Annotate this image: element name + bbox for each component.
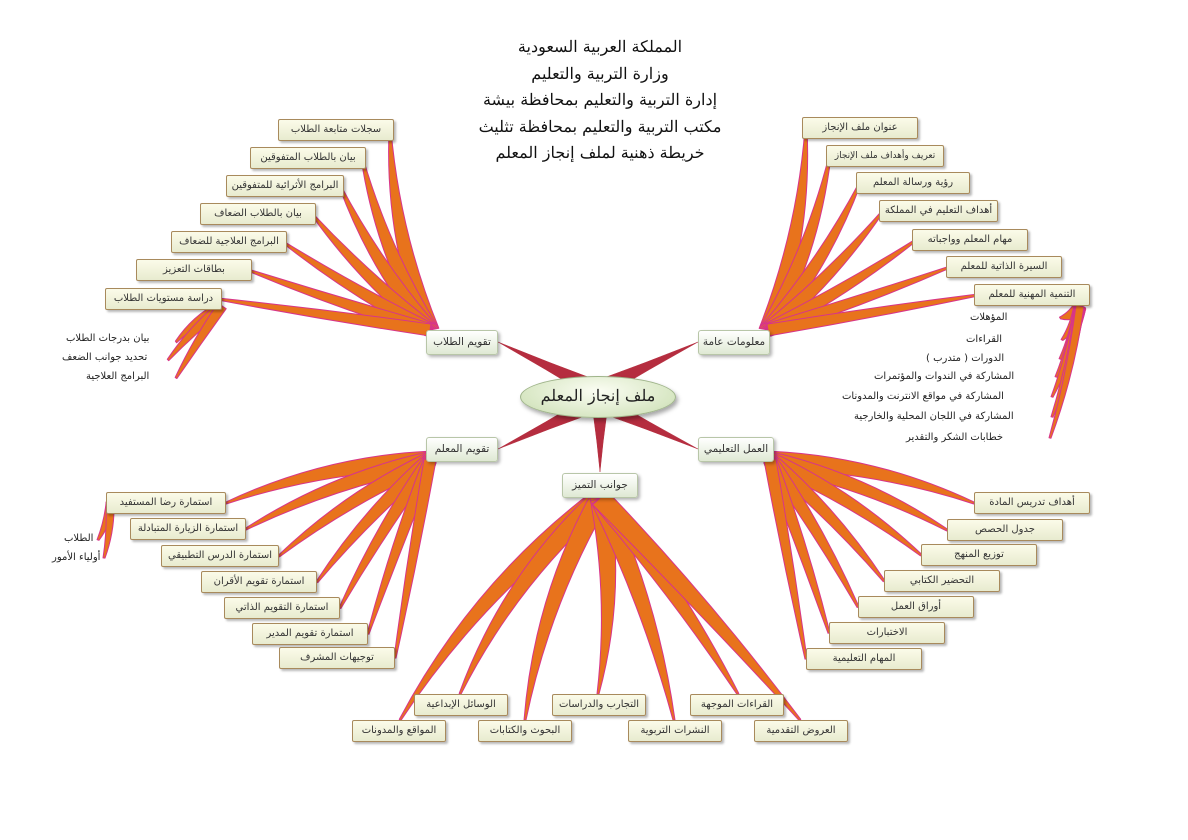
study-leaf: بيان بدرجات الطلاب — [66, 333, 150, 344]
educational-item[interactable]: أهداف تدريس المادة — [974, 492, 1090, 514]
teacher-item[interactable]: استمارة رضا المستفيد — [106, 492, 226, 514]
center-node[interactable]: ملف إنجاز المعلم — [520, 376, 676, 418]
student-item[interactable]: البرامج الأثرائية للمتفوقين — [226, 175, 344, 197]
header-office: مكتب التربية والتعليم بمحافظة تثليث — [478, 116, 722, 136]
hub-educational-work[interactable]: العمل التعليمي — [698, 437, 774, 462]
survey-leaf: الطلاب — [64, 533, 94, 544]
branch-excellence — [593, 491, 801, 720]
header-ministry: وزارة التربية والتعليم — [531, 63, 669, 83]
student-item[interactable]: بيان بالطلاب الضعاف — [200, 203, 316, 225]
general-item[interactable]: أهداف التعليم في المملكة — [879, 200, 998, 222]
study-leaf: البرامج العلاجية — [86, 371, 150, 382]
student-item[interactable]: البرامج العلاجية للضعاف — [171, 231, 287, 253]
hub-general-info[interactable]: معلومات عامة — [698, 330, 770, 355]
teacher-item[interactable]: استمارة تقويم الأقران — [201, 571, 317, 593]
hub-student-evaluation[interactable]: تقويم الطلاب — [426, 330, 498, 355]
educational-item[interactable]: توزيع المنهج — [921, 544, 1037, 566]
excellence-item[interactable]: النشرات التربوية — [628, 720, 722, 742]
student-item[interactable]: سجلات متابعة الطلاب — [278, 119, 394, 141]
development-leaf: الدورات ( متدرب ) — [926, 353, 1005, 364]
general-item[interactable]: السيرة الذاتية للمعلم — [946, 256, 1062, 278]
development-leaf: المشاركة في مواقع الانترنت والمدونات — [842, 391, 1004, 402]
hub-excellence-aspects[interactable]: جوانب التميز — [562, 473, 638, 498]
educational-item[interactable]: التحضير الكتابي — [884, 570, 1000, 592]
teacher-item[interactable]: استمارة تقويم المدير — [252, 623, 368, 645]
excellence-item[interactable]: العروض التقدمية — [754, 720, 848, 742]
center-spike-excellence — [593, 412, 607, 472]
excellence-item[interactable]: البحوث والكتابات — [478, 720, 572, 742]
development-leaf: خطابات الشكر والتقدير — [906, 432, 1004, 443]
excellence-item[interactable]: القراءات الموجهة — [690, 694, 784, 716]
development-leaf: المؤهلات — [970, 312, 1008, 323]
student-item[interactable]: بيان بالطلاب المتفوقين — [250, 147, 366, 169]
student-item[interactable]: بطاقات التعزيز — [136, 259, 252, 281]
header-map-title: خريطة ذهنية لملف إنجاز المعلم — [495, 143, 705, 162]
study-leaf: تحديد جوانب الضعف — [62, 352, 148, 363]
general-item[interactable]: التنمية المهنية للمعلم — [974, 284, 1090, 306]
educational-item[interactable]: الاختبارات — [829, 622, 945, 644]
general-item[interactable]: رؤية ورسالة المعلم — [856, 172, 970, 194]
development-leaf: القراءات — [966, 334, 1003, 345]
general-item[interactable]: عنوان ملف الإنجاز — [802, 117, 918, 139]
excellence-item[interactable]: المواقع والمدونات — [352, 720, 446, 742]
general-item[interactable]: مهام المعلم وواجباته — [912, 229, 1028, 251]
student-item[interactable]: دراسة مستويات الطلاب — [105, 288, 222, 310]
teacher-item[interactable]: استمارة الزيارة المتبادلة — [130, 518, 246, 540]
teacher-item[interactable]: استمارة الدرس التطبيقي — [161, 545, 279, 567]
general-item[interactable]: تعريف وأهداف ملف الإنجاز — [826, 145, 944, 167]
teacher-item[interactable]: توجيهات المشرف — [279, 647, 395, 669]
header-directorate: إدارة التربية والتعليم بمحافظة بيشة — [482, 90, 718, 109]
development-leaf: المشاركة في الندوات والمؤتمرات — [874, 371, 1015, 382]
page-header — [420, 34, 780, 167]
branch-development — [1049, 305, 1084, 438]
excellence-item[interactable]: التجارب والدراسات — [552, 694, 646, 716]
header-country: المملكة العربية السعودية — [517, 37, 683, 56]
hub-teacher-evaluation[interactable]: تقويم المعلم — [426, 437, 498, 462]
development-leaf: المشاركة في اللجان المحلية والخارجية — [854, 411, 1014, 422]
survey-leaf: أولياء الأمور — [52, 552, 101, 563]
educational-item[interactable]: جدول الحصص — [947, 519, 1063, 541]
educational-item[interactable]: أوراق العمل — [858, 596, 974, 618]
educational-item[interactable]: المهام التعليمية — [806, 648, 922, 670]
teacher-item[interactable]: استمارة التقويم الذاتي — [224, 597, 340, 619]
excellence-item[interactable]: الوسائل الإبداعية — [414, 694, 508, 716]
